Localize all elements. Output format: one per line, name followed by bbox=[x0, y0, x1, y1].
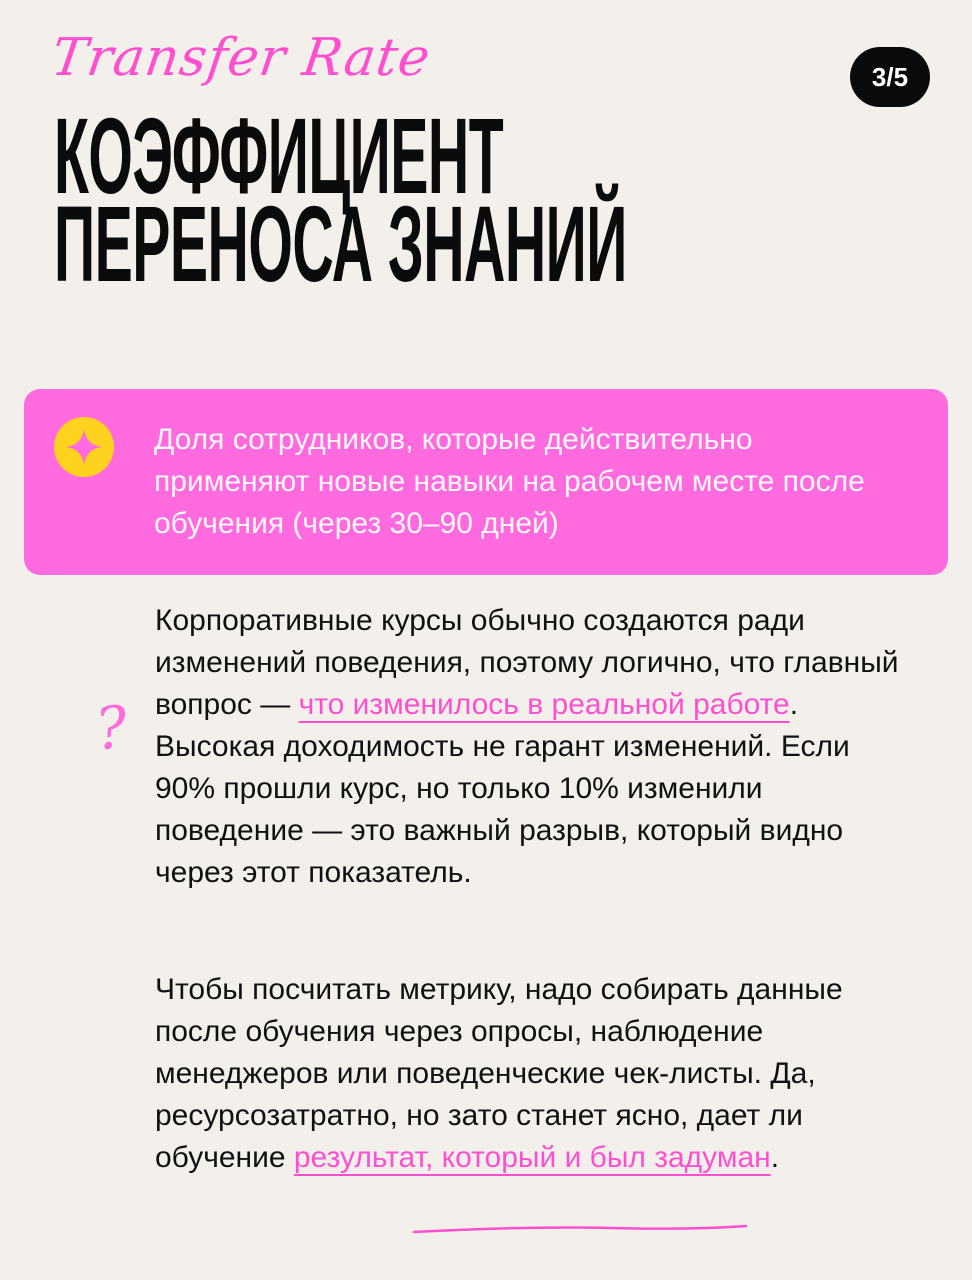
page-title-line-1: КОЭФФИЦИЕНТ bbox=[54, 95, 504, 216]
paragraph-1-highlight: что изменилось в реальной работе bbox=[298, 688, 790, 721]
paragraph-2-text-start: Чтобы посчитать метрику, надо собирать данные после обучения через опросы, наблюдение менеджеров или поведенческие чек-листы. Да, ресурсозатратно, но зато станет ясно, дает ли обучение bbox=[155, 973, 843, 1174]
paragraph-2 bbox=[155, 969, 915, 1179]
paragraph-2-highlight: результат, который и был задуман bbox=[293, 1141, 771, 1174]
page-title-line-2: ПЕРЕНОСА ЗНАНИЙ bbox=[54, 183, 627, 304]
page-indicator-badge: 3/5 bbox=[850, 47, 930, 107]
paragraph-2-text-end: . bbox=[770, 1141, 780, 1174]
sparkle-icon bbox=[54, 417, 114, 477]
callout-text: Доля сотрудников, которые действительно применяют новые навыки на рабочем месте после обучения (через 30–90 дней) bbox=[154, 423, 865, 540]
definition-callout bbox=[24, 389, 948, 575]
paragraph-1 bbox=[155, 600, 915, 894]
underline-scribble bbox=[410, 1218, 750, 1238]
paragraph-1-text-start: Корпоративные курсы обычно создаются ради изменений поведения, поэтому логично, что главный вопрос — bbox=[155, 604, 899, 721]
page-title bbox=[54, 95, 627, 304]
paragraph-1-text-end: . Высокая доходимость не гарант изменений. Если 90% прошли курс, но только 10% изменили поведение — это важный разрыв, который видно через этот показатель. bbox=[155, 688, 850, 889]
question-mark-doodle: ? bbox=[92, 692, 131, 764]
script-title: Transfer Rate bbox=[47, 28, 435, 88]
